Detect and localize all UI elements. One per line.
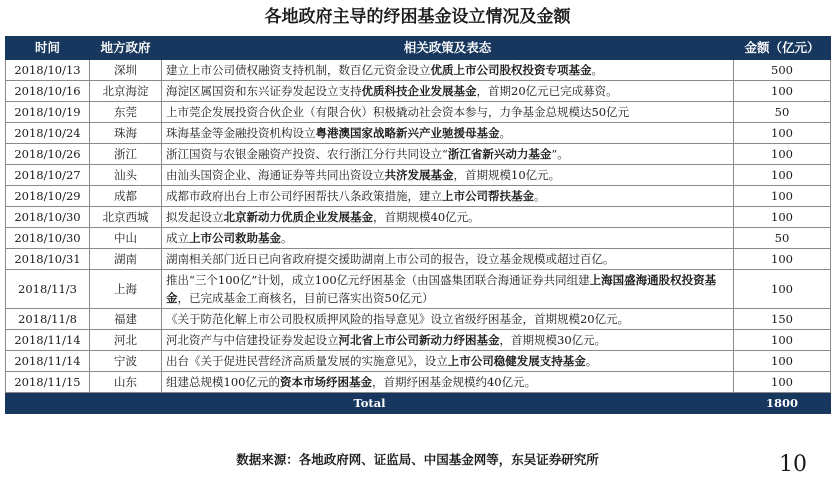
table-row (6, 270, 831, 309)
table-row (6, 81, 831, 102)
row-amount: 100 (734, 123, 831, 144)
table-row (6, 207, 831, 228)
policy-text: 推出“三个100亿”计划，成立100亿元纾困基金（由国盛集团联合海通证券共同组建 (166, 273, 590, 287)
total-row (6, 393, 831, 414)
row-amount: 100 (734, 249, 831, 270)
table-row (6, 144, 831, 165)
row-policy (162, 309, 734, 330)
row-policy (162, 60, 734, 81)
row-policy (162, 123, 734, 144)
fund-name: 上海国盛海通股权投资基金 (166, 273, 717, 305)
row-government: 成都 (90, 186, 162, 207)
row-date: 2018/11/14 (6, 330, 90, 351)
policy-text: 出台《关于促进民营经济高质量发展的实施意见》，设立 (166, 354, 448, 368)
policy-text: 上市莞企发展投资合伙企业（有限合伙）积极撬动社会资本参与，力争基金总规模达50亿元 (166, 105, 630, 119)
policy-text: 浙江国资与农银金融资产投资、农行浙江分行共同设立“ (166, 147, 448, 161)
row-policy (162, 144, 734, 165)
fund-name: 优质上市公司股权投资专项基金 (430, 63, 592, 77)
fund-name: 上市公司稳健发展支持基金 (447, 354, 586, 368)
row-amount: 100 (734, 144, 831, 165)
fund-name: 上市公司帮扶基金 (442, 189, 534, 203)
table-row (6, 309, 831, 330)
policy-text: 由汕头国资企业、海通证券等共同出资设立 (166, 168, 385, 182)
row-date: 2018/10/29 (6, 186, 90, 207)
row-government: 汕头 (90, 165, 162, 186)
row-policy (162, 165, 734, 186)
data-source-note: 数据来源：各地政府网、证监局、中国基金网等，东吴证券研究所 (236, 452, 599, 467)
policy-text-suffix: 。 (585, 354, 598, 368)
row-government: 湖南 (90, 249, 162, 270)
row-policy (162, 228, 734, 249)
policy-text: 湖南相关部门近日已向省政府提交援助湖南上市公司的报告，设立基金规模或超过百亿。 (166, 252, 615, 266)
row-government: 河北 (90, 330, 162, 351)
policy-text: 《关于防范化解上市公司股权质押风险的指导意见》设立省级纾困基金，首期规模20亿元。 (166, 312, 630, 326)
row-amount: 50 (734, 228, 831, 249)
row-date: 2018/11/8 (6, 309, 90, 330)
policy-text-suffix: 。 (534, 189, 546, 203)
row-date: 2018/10/13 (6, 60, 90, 81)
row-policy (162, 207, 734, 228)
total-amount: 1800 (734, 393, 831, 414)
table-body (6, 60, 831, 393)
policy-text: 河北资产与中信建投证券发起设立 (166, 333, 339, 347)
row-policy (162, 372, 734, 393)
policy-text: 建立上市公司债权融资支持机制，数百亿元资金设立 (166, 63, 431, 77)
row-date: 2018/10/19 (6, 102, 90, 123)
policy-text: 成都市政府出台上市公司纾困帮扶八条政策措施，建立 (166, 189, 442, 203)
row-amount: 100 (734, 186, 831, 207)
policy-text-suffix: ，首期规模30亿元。 (499, 333, 607, 347)
row-policy (162, 351, 734, 372)
policy-text: 珠海基金等金融投资机构设立 (166, 126, 316, 140)
policy-text: 海淀区属国资和东兴证券发起设立支持 (166, 84, 362, 98)
policy-text-suffix: ，首期规模40亿元。 (373, 210, 480, 224)
row-amount: 100 (734, 330, 831, 351)
policy-text-suffix: 。 (499, 126, 511, 140)
row-date: 2018/11/15 (6, 372, 90, 393)
row-government: 珠海 (90, 123, 162, 144)
row-date: 2018/10/26 (6, 144, 90, 165)
row-government: 宁波 (90, 351, 162, 372)
page-title: 各地政府主导的纾困基金设立情况及金额 (264, 7, 571, 27)
policy-text-suffix: ，已完成基金工商核名，目前已落实出资50亿元） (177, 291, 434, 305)
total-label: Total (6, 393, 734, 414)
row-date: 2018/10/24 (6, 123, 90, 144)
row-amount: 500 (734, 60, 831, 81)
page-number: 10 (779, 452, 807, 477)
row-date: 2018/11/14 (6, 351, 90, 372)
policy-text-suffix: 。 (591, 63, 603, 77)
fund-name: 优质科技企业发展基金 (361, 84, 477, 98)
row-government: 北京海淀 (90, 81, 162, 102)
policy-text: 成立 (166, 231, 189, 245)
table-row (6, 186, 831, 207)
policy-text-suffix: ，首期纾困基金规模约40亿元。 (371, 375, 537, 389)
fund-name: 共济发展基金 (384, 168, 454, 182)
row-government: 上海 (90, 270, 162, 309)
table-row (6, 165, 831, 186)
row-amount: 100 (734, 351, 831, 372)
header-date: 时间 (6, 37, 90, 60)
fund-name: 资本市场纾困基金 (279, 375, 372, 389)
table-row (6, 228, 831, 249)
policy-text-suffix: ，首期20亿元已完成募资。 (476, 84, 618, 98)
fund-name: 北京新动力优质企业发展基金 (223, 210, 373, 224)
row-date: 2018/10/27 (6, 165, 90, 186)
row-government: 深圳 (90, 60, 162, 81)
fund-name: 浙江省新兴动力基金 (447, 147, 552, 161)
row-amount: 100 (734, 270, 831, 309)
header-government: 地方政府 (90, 37, 162, 60)
row-amount: 100 (734, 81, 831, 102)
table-row (6, 60, 831, 81)
policy-text: 组建总规模100亿元的 (166, 375, 280, 389)
row-date: 2018/10/16 (6, 81, 90, 102)
table-header-row (6, 37, 831, 60)
row-amount: 100 (734, 207, 831, 228)
row-date: 2018/10/30 (6, 207, 90, 228)
row-policy (162, 270, 734, 309)
policy-text: 拟发起设立 (166, 210, 224, 224)
row-date: 2018/10/30 (6, 228, 90, 249)
row-date: 2018/11/3 (6, 270, 90, 309)
row-policy (162, 186, 734, 207)
table-row (6, 372, 831, 393)
table-row (6, 123, 831, 144)
policy-text-suffix: 。 (281, 231, 293, 245)
row-government: 福建 (90, 309, 162, 330)
row-policy (162, 249, 734, 270)
row-amount: 100 (734, 372, 831, 393)
header-policy: 相关政策及表态 (162, 37, 734, 60)
policy-text-suffix: ”。 (551, 147, 569, 161)
table-row (6, 102, 831, 123)
policy-text-suffix: ，首期规模10亿元。 (453, 168, 561, 182)
fund-name: 粤港澳国家战略新兴产业驰援母基金 (315, 126, 500, 140)
table-row (6, 351, 831, 372)
row-date: 2018/10/31 (6, 249, 90, 270)
row-government: 东莞 (90, 102, 162, 123)
row-government: 中山 (90, 228, 162, 249)
row-government: 山东 (90, 372, 162, 393)
fund-table (5, 36, 831, 414)
row-government: 北京西城 (90, 207, 162, 228)
header-amount: 金额（亿元） (734, 37, 831, 60)
row-policy (162, 102, 734, 123)
fund-name: 河北省上市公司新动力纾困基金 (338, 333, 500, 347)
row-policy (162, 330, 734, 351)
row-government: 浙江 (90, 144, 162, 165)
row-policy (162, 81, 734, 102)
fund-name: 上市公司救助基金 (189, 231, 281, 245)
row-amount: 100 (734, 165, 831, 186)
table-row (6, 330, 831, 351)
row-amount: 50 (734, 102, 831, 123)
row-amount: 150 (734, 309, 831, 330)
table-row (6, 249, 831, 270)
